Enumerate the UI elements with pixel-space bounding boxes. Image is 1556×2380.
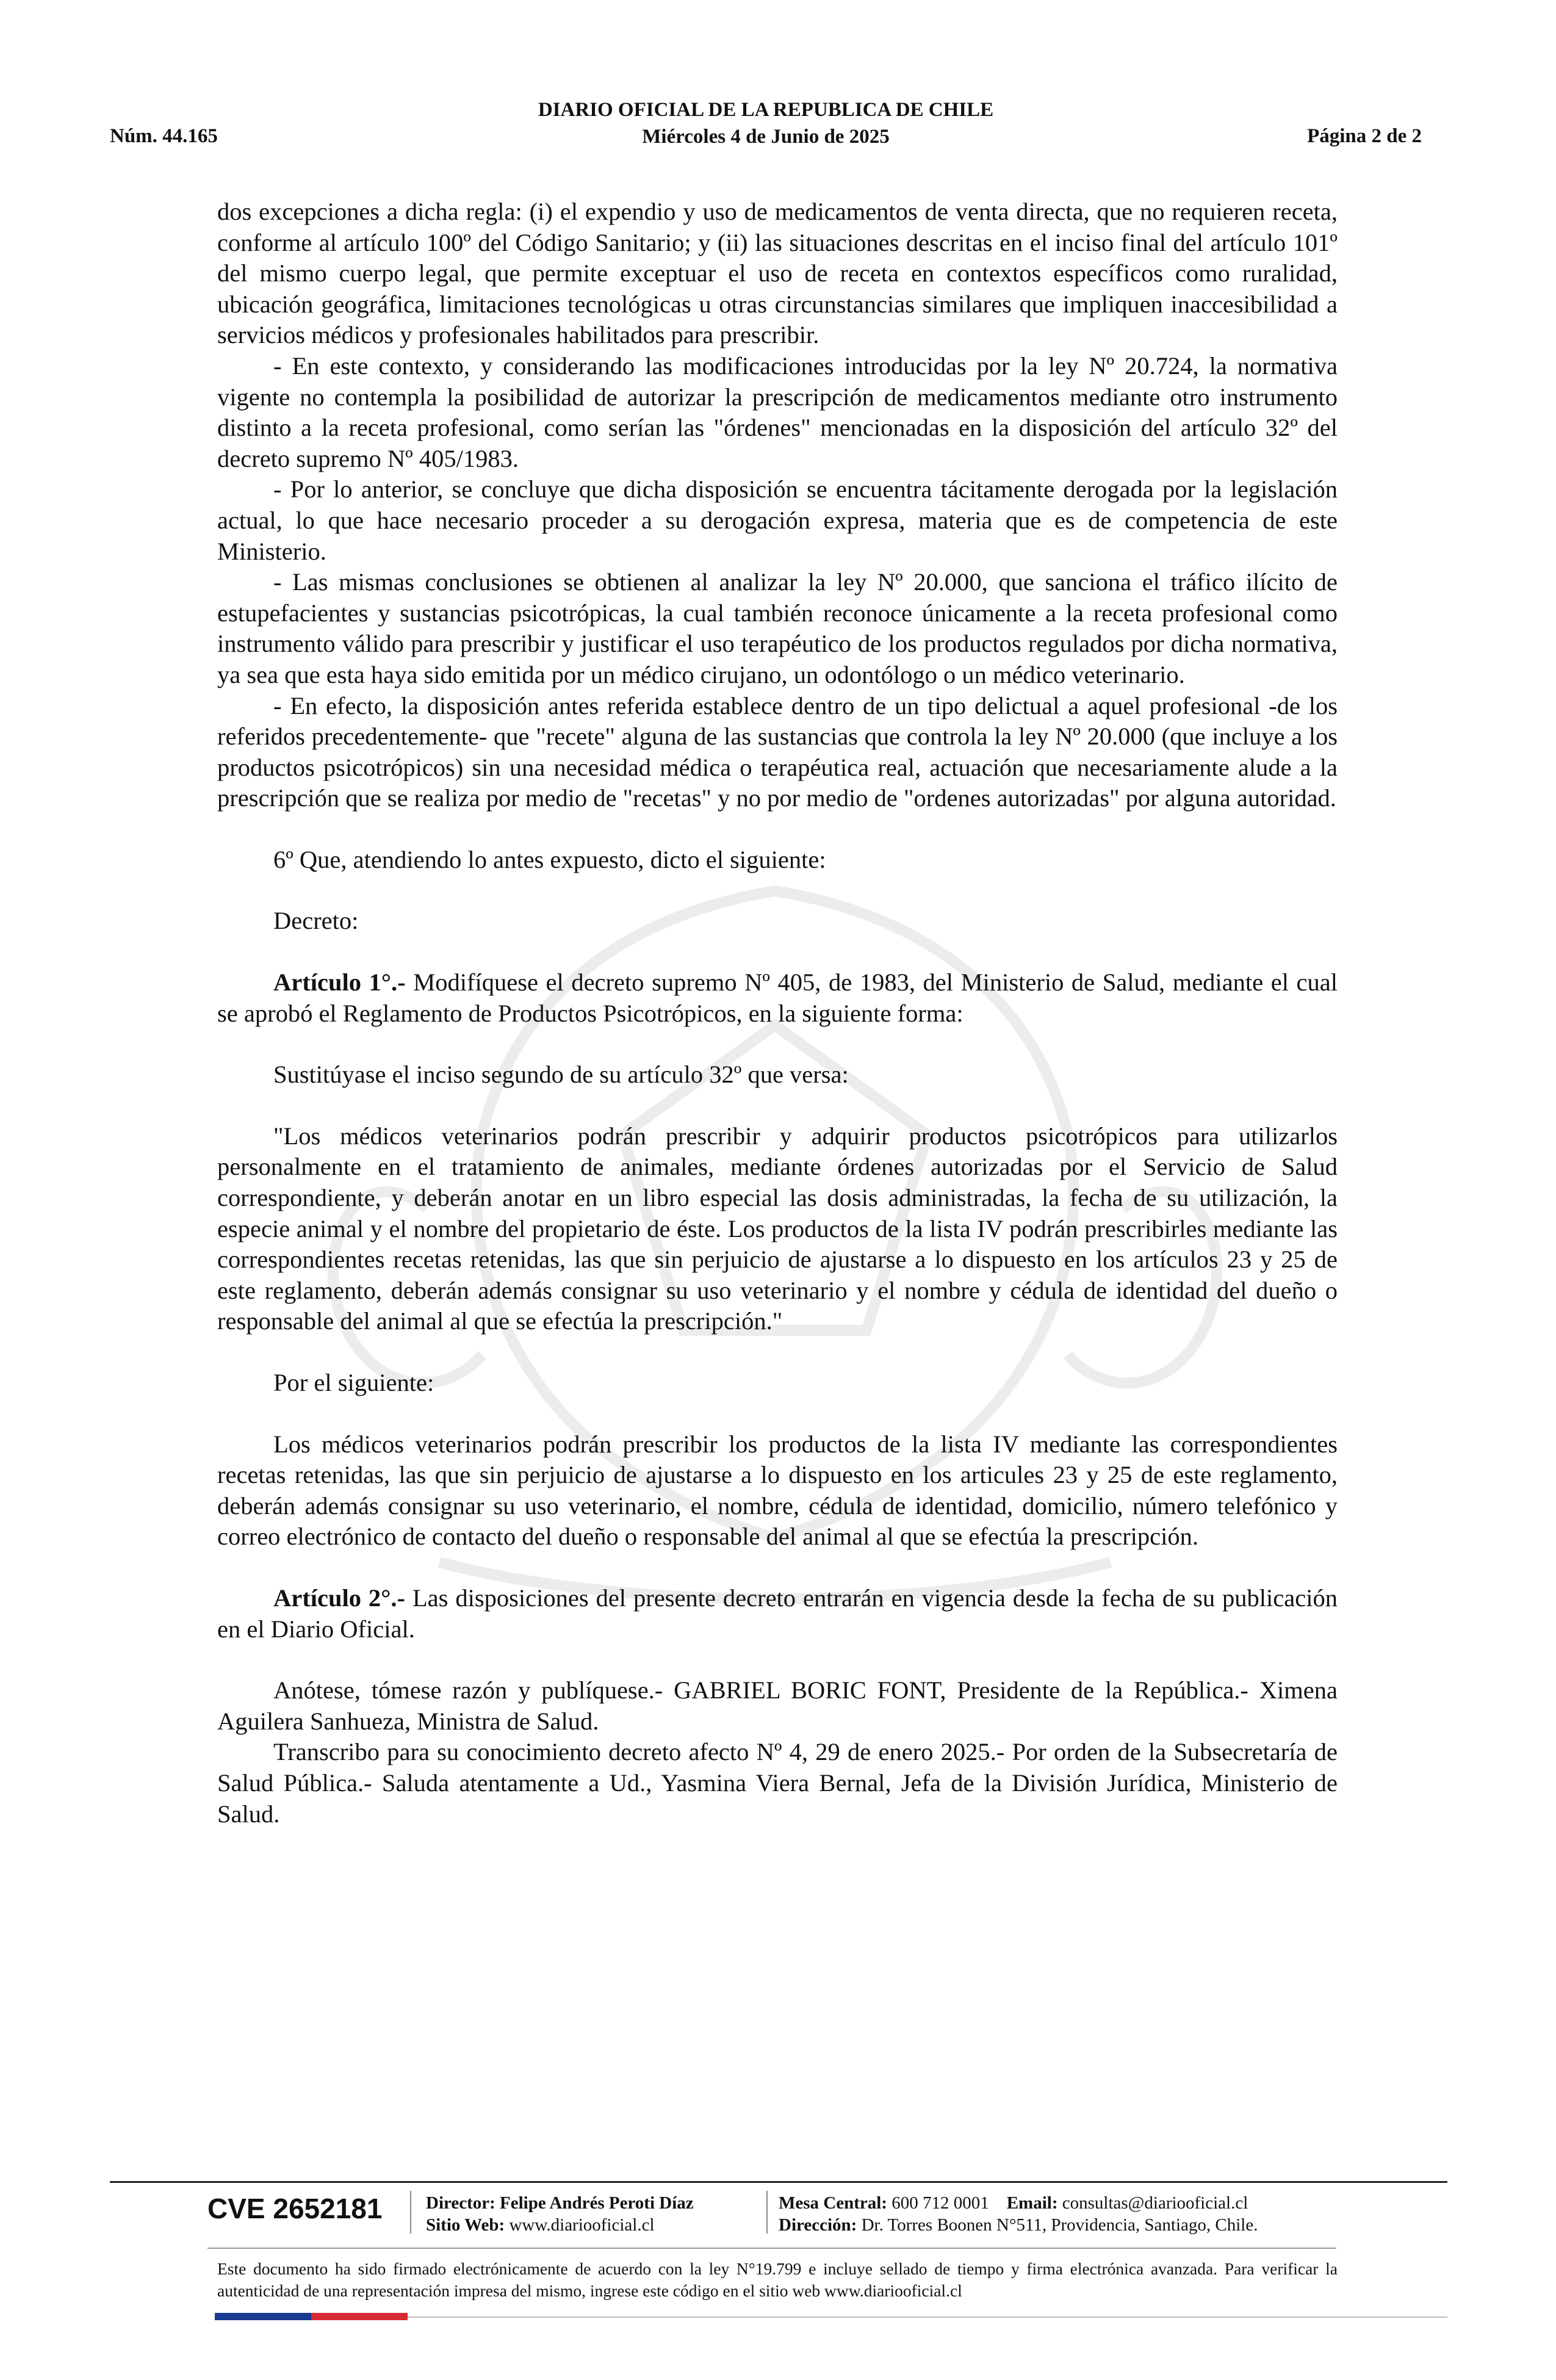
article-1-label: Artículo 1°.- (273, 968, 406, 997)
decree-heading: Decreto: (273, 907, 359, 935)
flag-blue-segment (215, 2313, 311, 2320)
paragraph: Por el siguiente: (273, 1369, 434, 1396)
mesa-label: Mesa Central: (779, 2193, 887, 2213)
director-name: Felipe Andrés Peroti Díaz (500, 2193, 694, 2213)
transcription-paragraph: Transcribo para su conocimiento decreto afecto Nº 4, 29 de enero 2025.- Por orden de la Subsecretaría de Salud Pública.- Saluda atentamente a Ud., Yasmina Viera Bernal, Jefa de la División Jurídica, Ministerio de Salud. (217, 1738, 1338, 1828)
address-label: Dirección: (779, 2215, 857, 2235)
cve-code: CVE 2652181 (207, 2193, 383, 2224)
publication-date: Miércoles 4 de Junio de 2025 (642, 126, 890, 148)
chile-flag-stripe (215, 2313, 408, 2320)
paragraph: - En efecto, la disposición antes referida establece dentro de un tipo delictual a aquel profesional -de los referidos precedentemente- que "recete" alguna de las sustancias que controla la ley Nº 20.000 (que incluye a los productos psicotrópicos) sin una necesidad médica o terapéutica real, actuación que necesariamente alude a la prescripción que se realiza por medio de "recetas" y no por medio de "ordenes autorizadas" por alguna autoridad. (217, 691, 1338, 812)
article-2 (217, 1583, 1338, 1645)
signature-disclaimer: Este documento ha sido firmado electrónicamente de acuerdo con la ley N°19.799 e incluye sellado de tiempo y firma electrónica avanzada. Para verificar la autenticidad de una representación impresa del mismo, ingrese este código en el sitio web www.diariooficial.cl (217, 2259, 1338, 2300)
decree-body (217, 197, 1338, 1830)
footer-separator (410, 2191, 411, 2234)
article-1 (217, 967, 1338, 1029)
paragraph: dos excepciones a dicha regla: (i) el expendio y uso de medicamentos de venta directa, que no requieren receta, conforme al artículo 100º del Código Sanitario; y (ii) las situaciones descritas en el inciso final del artículo 101º del mismo cuerpo legal, que permite exceptuar el uso de receta en contextos específicos como ruralidad, ubicación geográfica, limitaciones tecnológicas u otras circunstancias similares que impliquen inaccesibilidad a servicios médicos y profesionales habilitados para prescribir. (217, 198, 1338, 349)
footer-separator (766, 2191, 768, 2234)
website-label: Sitio Web: (426, 2215, 505, 2235)
signature-paragraph: Anótese, tómese razón y publíquese.- GABRIEL BORIC FONT, Presidente de la República.- Ximena Aguilera Sanhueza, Ministra de Salud. (217, 1676, 1338, 1735)
journal-title: DIARIO OFICIAL DE LA REPUBLICA DE CHILE (538, 99, 994, 121)
quoted-text: "Los médicos veterinarios podrán prescribir y adquirir productos psicotrópicos para utilizarlos personalmente en el tratamiento de animales, mediante órdenes autorizadas por el Servicio de Salud correspondiente, y deberán anotar en un libro especial las dosis administradas, la fecha de su utilización, la especie animal y el nombre del propietario de éste. Los productos de la lista IV podrán prescribirles mediante las correspondientes recetas retenidas, las que sin perjuicio de ajustarse a lo dispuesto en los artículos 23 y 25 de este reglamento, deberán además consignar su uso veterinario y el nombre y cédula de identidad del dueño o responsable del animal al que se efectúa la prescripción." (217, 1122, 1338, 1335)
page-header (110, 92, 1422, 159)
footer-contact-block (779, 2192, 1258, 2236)
director-label: Director: (426, 2193, 495, 2213)
paragraph: - Por lo anterior, se concluye que dicha disposición se encuentra tácitamente derogada por la legislación actual, lo que hace necesario proceder a su derogación expresa, materia que es de competencia de este Ministerio. (217, 475, 1338, 565)
paragraph: - En este contexto, y considerando las modificaciones introducidas por la ley Nº 20.724, la normativa vigente no contempla la posibilidad de autorizar la prescripción de medicamentos mediante otro instrumento distinto a la receta profesional, como serían las "órdenes" mencionadas en la disposición del artículo 32º del decreto supremo Nº 405/1983. (217, 352, 1338, 472)
header-title-block (110, 96, 1422, 150)
page-number: Página 2 de 2 (1307, 125, 1422, 147)
footer-director-block (426, 2192, 694, 2236)
paragraph: Los médicos veterinarios podrán prescribir los productos de la lista IV mediante las correspondientes recetas retenidas, las que sin perjuicio de ajustarse a lo dispuesto en los articules 23 y 25 de este reglamento, deberán además consignar su uso veterinario, el nombre, cédula de identidad, domicilio, número telefónico y correo electrónico de contacto del dueño o responsable del animal al que se efectúa la prescripción. (217, 1430, 1338, 1551)
article-2-label: Artículo 2°.- (273, 1584, 405, 1612)
website-link[interactable]: www.diariooficial.cl (509, 2215, 655, 2235)
issue-number: Núm. 44.165 (110, 125, 218, 147)
email-label: Email: (1006, 2193, 1058, 2213)
article-1-text: Modifíquese el decreto supremo Nº 405, de 1983, del Ministerio de Salud, mediante el cual se aprobó el Reglamento de Productos Psicotrópicos, en la siguiente forma: (217, 968, 1338, 1027)
paragraph: Sustitúyase el inciso segundo de su artículo 32º que versa: (273, 1061, 849, 1089)
flag-line (408, 2317, 1447, 2318)
flag-red-segment (311, 2313, 408, 2320)
mesa-phone: 600 712 0001 (891, 2193, 989, 2213)
footer-divider-2 (207, 2248, 1336, 2249)
paragraph: 6º Que, atendiendo lo antes expuesto, dicto el siguiente: (273, 845, 826, 873)
address: Dr. Torres Boonen N°511, Providencia, Santiago, Chile. (861, 2215, 1258, 2235)
email-link[interactable]: consultas@diariooficial.cl (1062, 2193, 1248, 2213)
article-2-text: Las disposiciones del presente decreto entrarán en vigencia desde la fecha de su publicación en el Diario Oficial. (217, 1584, 1338, 1643)
footer-divider (110, 2181, 1447, 2183)
paragraph: - Las mismas conclusiones se obtienen al analizar la ley Nº 20.000, que sanciona el tráfico ilícito de estupefacientes y sustancias psicotrópicas, la cual también reconoce únicamente a la receta profesional como instrumento válido para prescribir y justificar el uso terapéutico de los productos regulados por dicha normativa, ya sea que esta haya sido emitida por un médico cirujano, un odontólogo o un médico veterinario. (217, 568, 1338, 688)
